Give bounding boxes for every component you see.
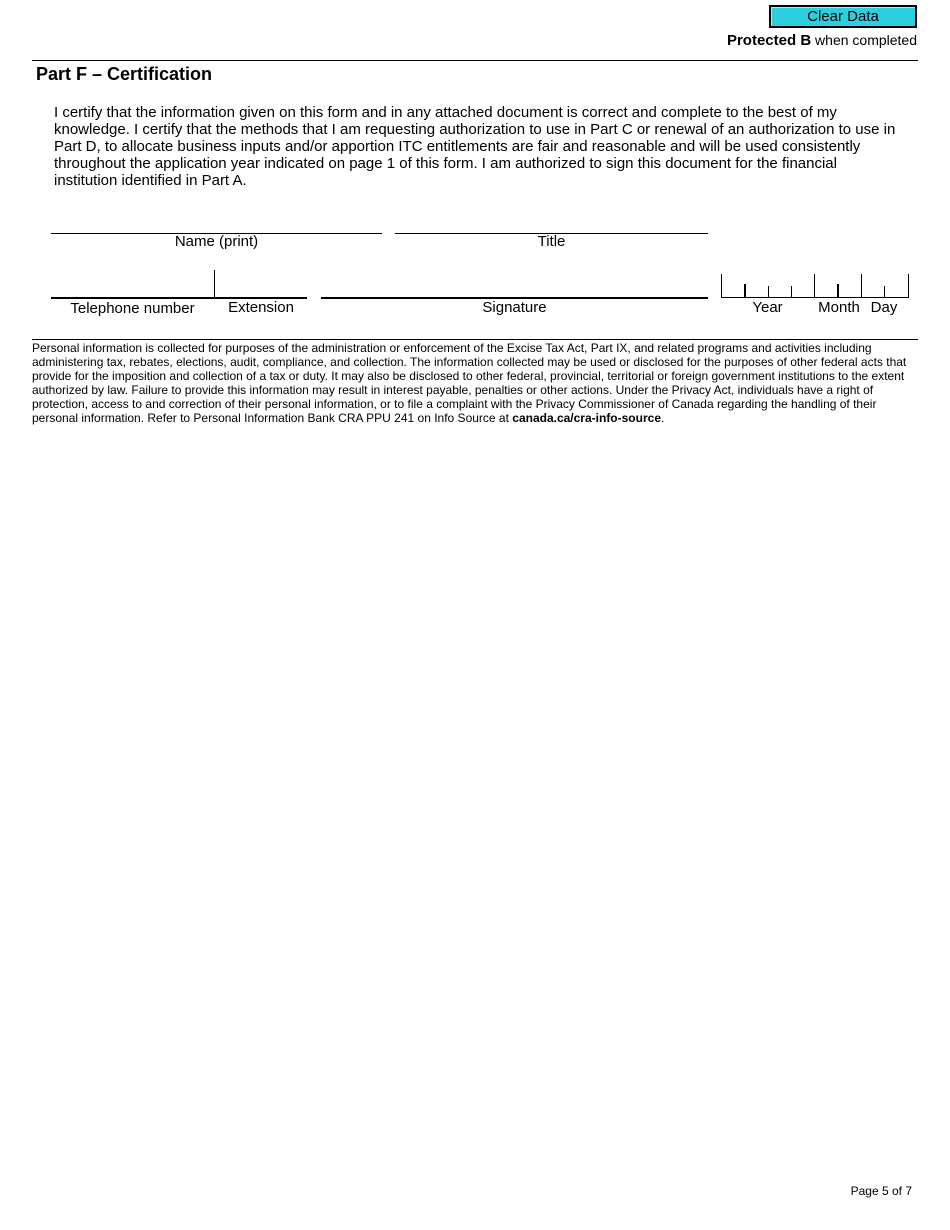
info-source-link[interactable]: canada.ca/cra-info-source (512, 411, 661, 425)
date-field[interactable] (721, 274, 909, 298)
telephone-number-field[interactable] (51, 268, 214, 299)
clear-data-button[interactable]: Clear Data (769, 5, 917, 28)
day-label: Day (870, 299, 898, 316)
name-print-field[interactable] (51, 204, 382, 234)
month-day-divider (861, 274, 862, 297)
signature-field[interactable] (321, 268, 708, 299)
year-label: Year (752, 299, 783, 316)
protected-when-completed: when completed (811, 32, 917, 48)
certification-text: I certify that the information given on this form and in any attached document is correct and complete to the best of my knowledge. I certify that the methods that I am requesting authorization to use in Part C or renewal of an authorization to use in Part D, to allocate business inputs and/or apportion ITC entitlements are fair and reasonable and will be used consistently throughout the application year indicated on page 1 of this form. I am authorized to sign this document for the financial institution identified in Part A. (54, 104, 896, 189)
page-number: Page 5 of 7 (850, 1184, 912, 1198)
title-field[interactable] (395, 204, 708, 234)
protected-b-notice (727, 32, 917, 49)
part-f-title: Part F – Certification (36, 64, 213, 84)
signature-label: Signature (482, 299, 547, 316)
telephone-number-label: Telephone number (70, 300, 195, 317)
privacy-notice (32, 341, 912, 425)
year-month-divider (814, 274, 815, 297)
month-tick (837, 284, 839, 297)
privacy-text: Personal information is collected for purposes of the administration or enforcement of the Excise Tax Act, Part IX, and related programs and activities including administering tax, rebates, elections, audit, compliance, and collection. The information collected may be used or disclosed for the purposes of other federal acts that provide for the imposition and collection of a tax or duty. It may also be disclosed to other federal, provincial, territorial or foreign government institutions to the extent authorized by law. Failure to provide this information may result in interest payable, penalties or other actions. Under the Privacy Act, individuals have a right of protection, access to and correction of their personal information, or to file a complaint with the Privacy Commissioner of Canada regarding the handling of their personal information. Refer to Personal Information Bank CRA PPU 241 on Info Source at (32, 341, 907, 425)
privacy-end: . (661, 411, 665, 425)
month-label: Month (818, 299, 860, 316)
header-divider (32, 60, 918, 61)
privacy-divider (32, 339, 918, 340)
extension-label: Extension (228, 299, 294, 316)
year-tick-2 (768, 286, 769, 297)
title-label: Title (537, 233, 566, 250)
year-tick-3 (791, 286, 792, 297)
year-tick-1 (744, 284, 746, 297)
name-print-label: Name (print) (174, 233, 259, 250)
protected-b-label: Protected B (726, 32, 812, 49)
extension-field[interactable] (215, 268, 307, 299)
day-tick (884, 286, 885, 297)
